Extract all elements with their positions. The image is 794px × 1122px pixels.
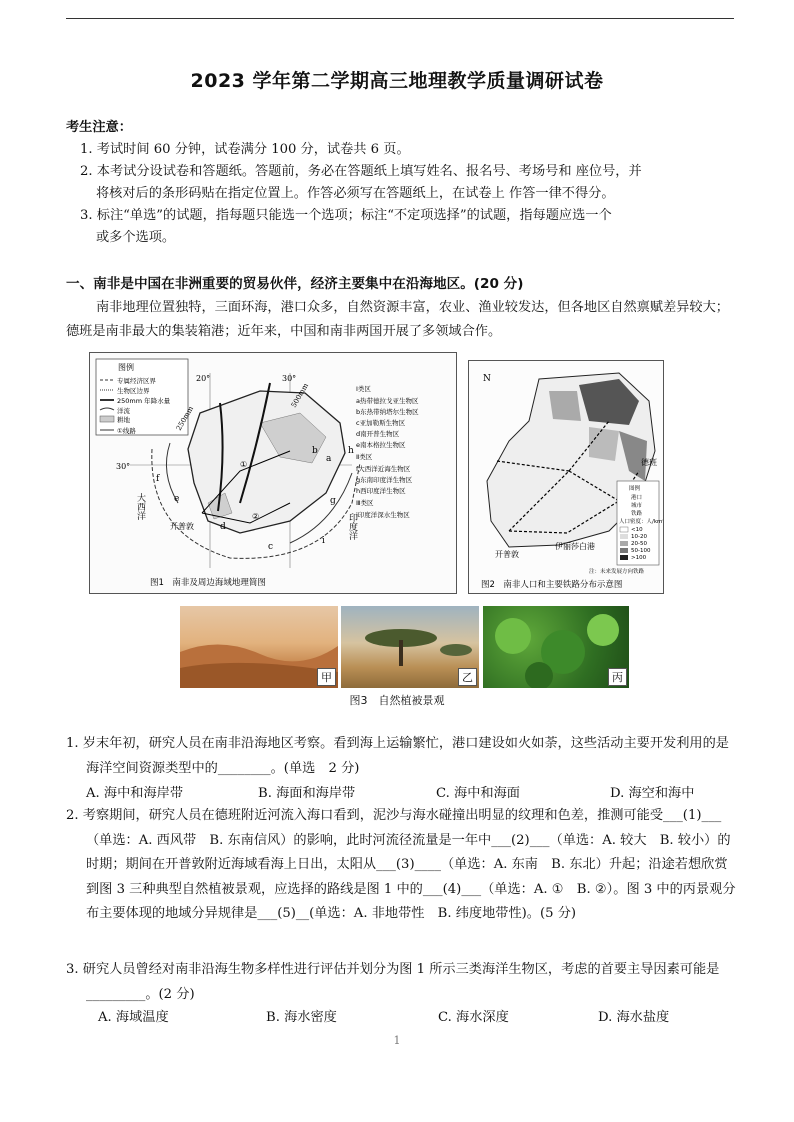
notice-item-1: 1. 考试时间 60 分钟，试卷满分 100 分，试卷共 6 页。 bbox=[80, 142, 410, 157]
figure-2-map bbox=[468, 360, 664, 594]
page-number: 1 bbox=[393, 1034, 401, 1047]
notice-item-3: 3. 标注“单选”的试题，指每题只能选一个选项；标注“不定项选择”的试题，指每题应选一个 bbox=[80, 208, 612, 223]
q1-option-b[interactable]: B. 海面和海岸带 bbox=[258, 786, 356, 801]
fig2-caption: 图2 南非人口和主要铁路分布示意图 bbox=[481, 580, 623, 590]
fig1-zone-item-9: Ⅲ类区 bbox=[356, 499, 374, 507]
q3-option-d[interactable]: D. 海水盐度 bbox=[598, 1010, 670, 1025]
question-3-options bbox=[98, 1006, 738, 1026]
fig1-route-2: ② bbox=[252, 512, 260, 521]
question-3-text: 3. 研究人员曾经对南非沿海生物多样性进行评估并划分为图 1 所示三类海洋生物区，考虑的首要主导因素可能是_________。(2 分) bbox=[66, 962, 720, 1002]
fig1-zone-f: f bbox=[156, 474, 160, 484]
fig2-legend-3: 人口密度：人/km² bbox=[619, 519, 663, 525]
q1-option-a[interactable]: A. 海中和海岸带 bbox=[86, 786, 184, 801]
fig1-iso250: 250mm bbox=[174, 404, 196, 432]
figure-3-caption: 图3 自然植被景观 bbox=[349, 694, 445, 707]
header-rule bbox=[66, 18, 734, 19]
fig1-legend-4: 耕地 bbox=[117, 416, 130, 424]
fig1-caption: 图1 南非及周边海域地理简图 bbox=[150, 578, 266, 588]
question-1-text: 1. 岁末年初，研究人员在南非沿海地区考察。看到海上运输繁忙，港口建设如火如荼，这些活动主要开发利用的是海洋空间资源类型中的________。(单选 2 分) bbox=[66, 736, 729, 776]
fig2-note: 注：未来发展方向铁路 bbox=[589, 569, 645, 575]
fig1-zone-item-3: d南开普生物区 bbox=[356, 430, 400, 438]
exam-title: 2023 学年第二学期高三地理教学质量调研试卷 bbox=[190, 70, 604, 92]
photo-yi-savanna bbox=[341, 606, 479, 688]
fig1-city-capetown: 开普敦 bbox=[170, 522, 194, 531]
fig1-zones-title: Ⅰ类区 bbox=[356, 385, 371, 393]
q1-option-c[interactable]: C. 海中和海面 bbox=[436, 786, 520, 801]
q3-option-b[interactable]: B. 海水密度 bbox=[266, 1010, 337, 1025]
fig1-zone-item-8: h西印度洋生物区 bbox=[356, 487, 406, 495]
question-2 bbox=[66, 804, 736, 927]
fig1-legend-3: 洋流 bbox=[117, 407, 130, 415]
question-3 bbox=[66, 958, 736, 1007]
fig2-legend-6: 20-50 bbox=[631, 541, 647, 547]
fig2-city-durban: 德班 bbox=[641, 458, 657, 467]
fig1-zone-item-10: i印度洋深水生物区 bbox=[356, 511, 410, 519]
notice-heading: 考生注意： bbox=[66, 120, 132, 135]
photo-jia-desert bbox=[180, 606, 338, 688]
photo-tag-bing: 丙 bbox=[608, 668, 627, 686]
fig2-legend-5: 10-20 bbox=[631, 534, 647, 540]
q3-option-c[interactable]: C. 海水深度 bbox=[438, 1010, 509, 1025]
question-2-text: 2. 考察期间，研究人员在德班附近河流入海口看到，泥沙与海水碰撞出明显的纹理和色差，推测可能受___(1)___（单选：A. 西风带 B. 东南信风）的影响，此时河流径流量是一年中___(2)___（单选：A. 较大 B. 较小）的时期；期间在开普敦附近海域看海上日出，太阳从___(3)____（单选：A. 东南 B. 东北）升起；沿途若想欣赏到图 3 三种典型自然植被景观，应选择的路线是图 1 中的___(4)___（单选：A. ① B. ②）。图 3 中的丙景观分布主要体现的地域分异规律是___(5)__(单选：A. 非地带性 B. 纬度地带性)。(5 分) bbox=[66, 808, 736, 921]
fig1-zone-item-7: g东南印度洋生物区 bbox=[356, 476, 413, 484]
fig1-route-1: ① bbox=[240, 460, 248, 469]
fig1-zone-item-2: c亚加勒斯生物区 bbox=[356, 419, 406, 427]
candidate-notice bbox=[66, 117, 736, 249]
fig1-lon30: 30° bbox=[282, 374, 297, 383]
fig1-iso500: 500mm bbox=[289, 381, 311, 409]
fig1-lat30: 30° bbox=[116, 462, 131, 471]
photo-tag-yi: 乙 bbox=[458, 668, 477, 686]
photo-bing-forest bbox=[483, 606, 629, 688]
figure-1-map-graphic bbox=[90, 353, 456, 593]
fig2-legend-title: 图例 bbox=[629, 486, 641, 492]
fig1-lon20: 20° bbox=[196, 374, 211, 383]
fig1-zone-g: g bbox=[330, 496, 336, 506]
photo-tag-jia: 甲 bbox=[317, 668, 336, 686]
fig1-zone-a: a bbox=[326, 454, 332, 464]
fig1-zone-b: b bbox=[312, 446, 318, 456]
fig1-zone-item-6: f大西洋近海生物区 bbox=[356, 465, 411, 473]
fig2-legend-4: <10 bbox=[631, 527, 643, 533]
fig1-legend-1: 生物区边界 bbox=[117, 387, 150, 395]
fig2-city-pe: 伊丽莎白港 bbox=[555, 542, 595, 551]
fig2-legend-0: 港口 bbox=[631, 495, 643, 501]
section-1-heading: 一、南非是中国在非洲重要的贸易伙伴，经济主要集中在沿海地区。(20 分) bbox=[66, 276, 524, 292]
q1-option-d[interactable]: D. 海空和海中 bbox=[610, 786, 695, 801]
section-1-intro: 南非地理位置独特，三面环海，港口众多，自然资源丰富，农业、渔业较发达，但各地区自然禀赋差异较大；德班是南非最大的集装箱港；近年来，中国和南非两国开展了多领域合作。 bbox=[66, 300, 729, 339]
notice-item-2: 2. 本考试分设试卷和答题纸。答题前，务必在答题纸上填写姓名、报名号、考场号和 座位号，并 bbox=[80, 164, 642, 179]
fig1-zone-c: c bbox=[268, 542, 274, 552]
fig2-north-arrow: N bbox=[483, 374, 491, 384]
figure-2-map-graphic bbox=[469, 361, 663, 593]
fig1-zone-item-0: a热带德拉戈亚生物区 bbox=[356, 397, 419, 405]
fig1-zone-h: h bbox=[348, 446, 354, 456]
notice-item-2-cont: 将核对后的条形码贴在指定位置上。作答必须写在答题纸上，在试卷上 作答一律不得分。 bbox=[96, 186, 615, 201]
fig1-legend-title: 图例 bbox=[118, 363, 134, 372]
fig1-legend-2: 250mm 年降水量 bbox=[117, 397, 171, 405]
fig1-zone-e: e bbox=[174, 494, 180, 504]
fig1-zone-item-1: b东热带纳塔尔生物区 bbox=[356, 408, 419, 416]
fig2-legend-2: 铁路 bbox=[631, 511, 643, 517]
figure-1-map bbox=[89, 352, 457, 594]
q3-option-a[interactable]: A. 海域温度 bbox=[98, 1010, 169, 1025]
question-1-options bbox=[86, 782, 736, 802]
fig1-zone-item-4: e南本格拉生物区 bbox=[356, 441, 406, 449]
fig1-legend-0: 专属经济区界 bbox=[117, 377, 156, 385]
fig2-legend-1: 城市 bbox=[631, 503, 643, 509]
fig1-zone-i: i bbox=[322, 536, 325, 546]
fig1-zone-d: d bbox=[220, 522, 226, 532]
fig1-ocean-atlantic: 大西洋 bbox=[135, 493, 145, 520]
fig2-legend-7: 50-100 bbox=[631, 548, 651, 554]
fig2-legend-8: >100 bbox=[631, 555, 647, 561]
fig2-city-capetown: 开普敦 bbox=[495, 550, 519, 559]
fig1-legend-5: ①线路 bbox=[117, 427, 136, 435]
fig1-ocean-indian: 印度洋 bbox=[347, 513, 357, 540]
notice-item-3-cont: 或多个选项。 bbox=[96, 230, 176, 245]
question-1 bbox=[66, 732, 736, 781]
fig1-zone-item-5: Ⅱ类区 bbox=[356, 453, 373, 461]
